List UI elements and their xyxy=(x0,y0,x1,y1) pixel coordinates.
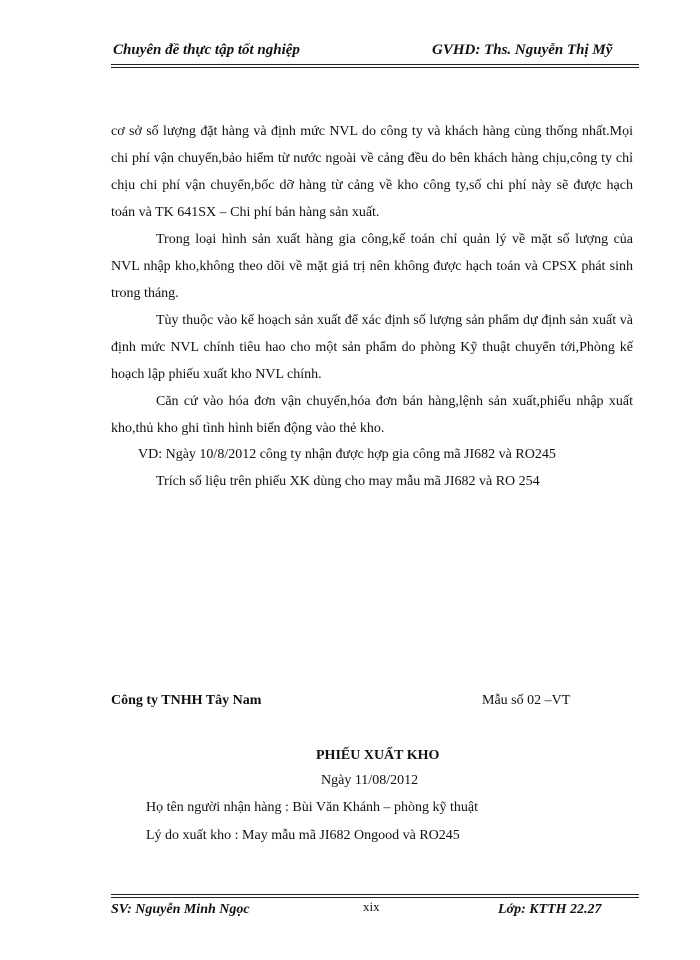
reason-line: Lý do xuất kho : May mẫu mã JI682 Ongood và RO245 xyxy=(146,828,460,843)
extract-line: Trích số liệu trên phiếu XK dùng cho may mẫu mã JI682 và RO 254 xyxy=(156,474,540,489)
footer-class: Lớp: KTTH 22.27 xyxy=(498,902,602,917)
form-number: Mẫu số 02 –VT xyxy=(482,693,571,708)
header-rule-thin xyxy=(111,67,639,68)
footer-rule xyxy=(111,894,639,895)
page-number: xix xyxy=(363,899,380,914)
paragraph-3: Tùy thuộc vào kế hoạch sản xuất để xác định số lượng sản phẩm dự định sản xuất và định mức NVL chính tiêu hao cho một sản phẩm do phòng Kỹ thuật chuyển tới,Phòng kế hoạch lập phiếu xuất kho NVL chính. xyxy=(111,313,633,382)
paragraph-2: Trong loại hình sản xuất hàng gia công,kế toán chỉ quản lý về mặt số lượng của NVL nhập kho,không theo dõi về mặt giá trị nên không được hạch toán và CPSX phát sinh trong tháng. xyxy=(111,232,633,301)
company-name: Công ty TNHH Tây Nam xyxy=(111,693,262,708)
form-title: PHIẾU XUẤT KHO xyxy=(316,748,440,763)
receiver-line: Họ tên người nhận hàng : Bùi Văn Khánh – phòng kỹ thuật xyxy=(146,800,479,815)
footer-student: SV: Nguyễn Minh Ngọc xyxy=(111,902,250,917)
paragraph-1: cơ sở số lượng đặt hàng và định mức NVL do công ty và khách hàng cùng thống nhất.Mọi chi phí vận chuyển,bảo hiểm từ nước ngoài về cảng đều do bên khách hàng chịu,công ty chỉ chịu chi phí vận chuyển,bốc dỡ hàng từ cảng về kho công ty,số chi phí này sẽ được hạch toán và TK 641SX – Chi phí bán hàng sản xuất. xyxy=(111,124,633,220)
footer-rule-thin xyxy=(111,897,639,898)
paragraph-4: Căn cứ vào hóa đơn vận chuyển,hóa đơn bán hàng,lệnh sản xuất,phiếu nhập xuất kho,thủ kho ghi tình hình biến động vào thẻ kho. xyxy=(111,394,633,436)
example-line: VD: Ngày 10/8/2012 công ty nhận được hợp gia công mã JI682 và RO245 xyxy=(138,447,556,462)
header-rule xyxy=(111,64,639,65)
header-title: Chuyên đề thực tập tốt nghiệp xyxy=(113,42,300,58)
header-advisor: GVHD: Ths. Nguyễn Thị Mỹ xyxy=(432,42,613,58)
form-date: Ngày 11/08/2012 xyxy=(321,773,419,788)
